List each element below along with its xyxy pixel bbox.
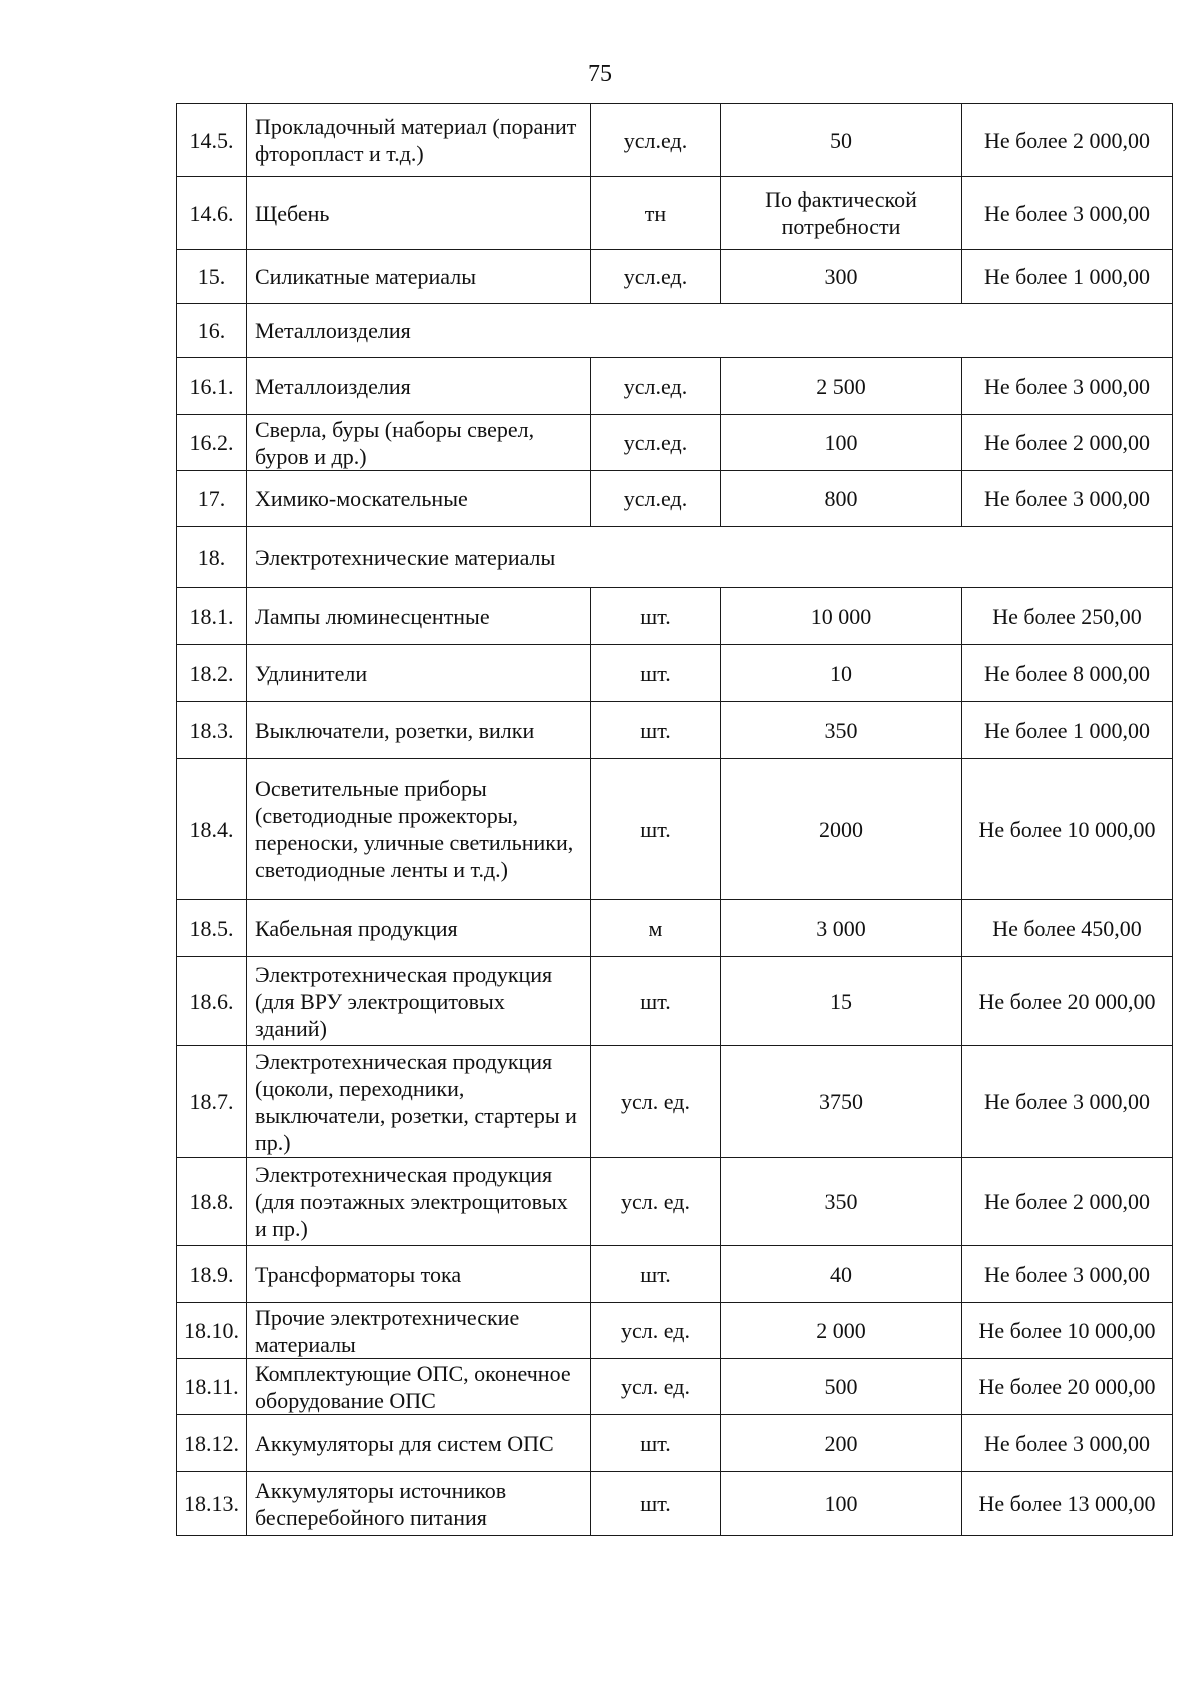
row-number: 16.1. (177, 358, 247, 415)
row-number: 18.9. (177, 1246, 247, 1303)
row-number: 14.6. (177, 177, 247, 250)
table-row (177, 1472, 1173, 1536)
unit-cell: усл.ед. (591, 250, 721, 304)
quantity-cell: 200 (721, 1415, 962, 1472)
unit-cell: шт. (591, 759, 721, 900)
item-name: Кабельная продукция (247, 900, 591, 957)
section-row (177, 527, 1173, 588)
unit-cell: усл.ед. (591, 358, 721, 415)
quantity-cell: 300 (721, 250, 962, 304)
row-number: 18.10. (177, 1303, 247, 1359)
price-cell: Не более 3 000,00 (962, 358, 1173, 415)
quantity-cell: По фактической потребности (721, 177, 962, 250)
row-number: 18.12. (177, 1415, 247, 1472)
unit-cell: усл. ед. (591, 1359, 721, 1415)
price-cell: Не более 250,00 (962, 588, 1173, 645)
price-cell: Не более 2 000,00 (962, 1158, 1173, 1246)
price-cell: Не более 450,00 (962, 900, 1173, 957)
table-row (177, 1046, 1173, 1158)
unit-cell: м (591, 900, 721, 957)
row-number: 18. (177, 527, 247, 588)
item-name: Лампы люминесцентные (247, 588, 591, 645)
item-name: Прочие электротехнические материалы (247, 1303, 591, 1359)
table-row (177, 588, 1173, 645)
item-name: Электротехническая продукция (для поэтажных электрощитовых и пр.) (247, 1158, 591, 1246)
row-number: 18.13. (177, 1472, 247, 1536)
row-number: 18.1. (177, 588, 247, 645)
table-row (177, 177, 1173, 250)
quantity-cell: 3750 (721, 1046, 962, 1158)
row-number: 18.4. (177, 759, 247, 900)
item-name: Химико-москательные (247, 471, 591, 527)
table-row (177, 471, 1173, 527)
price-cell: Не более 3 000,00 (962, 177, 1173, 250)
table-row (177, 702, 1173, 759)
row-number: 18.6. (177, 957, 247, 1046)
price-cell: Не более 2 000,00 (962, 104, 1173, 177)
item-name: Аккумуляторы для систем ОПС (247, 1415, 591, 1472)
table-row (177, 645, 1173, 702)
section-row (177, 304, 1173, 358)
unit-cell: шт. (591, 957, 721, 1046)
unit-cell: шт. (591, 702, 721, 759)
price-cell: Не более 1 000,00 (962, 250, 1173, 304)
item-name: Металлоизделия (247, 358, 591, 415)
materials-table (176, 103, 1173, 1536)
quantity-cell: 3 000 (721, 900, 962, 957)
item-name: Осветительные приборы (светодиодные прожекторы, переноски, уличные светильники, светодиодные ленты и т.д.) (247, 759, 591, 900)
quantity-cell: 2000 (721, 759, 962, 900)
price-cell: Не более 20 000,00 (962, 957, 1173, 1046)
unit-cell: тн (591, 177, 721, 250)
unit-cell: шт. (591, 1415, 721, 1472)
item-name: Сверла, буры (наборы сверел, буров и др.) (247, 415, 591, 471)
row-number: 18.7. (177, 1046, 247, 1158)
item-name: Силикатные материалы (247, 250, 591, 304)
item-name: Трансформаторы тока (247, 1246, 591, 1303)
unit-cell: шт. (591, 588, 721, 645)
unit-cell: шт. (591, 1246, 721, 1303)
quantity-cell: 2 500 (721, 358, 962, 415)
quantity-cell: 350 (721, 702, 962, 759)
row-number: 18.2. (177, 645, 247, 702)
unit-cell: усл.ед. (591, 471, 721, 527)
item-name: Выключатели, розетки, вилки (247, 702, 591, 759)
unit-cell: шт. (591, 1472, 721, 1536)
section-title: Металлоизделия (247, 304, 1173, 358)
item-name: Щебень (247, 177, 591, 250)
quantity-cell: 40 (721, 1246, 962, 1303)
item-name: Электротехническая продукция (для ВРУ электрощитовых зданий) (247, 957, 591, 1046)
unit-cell: усл. ед. (591, 1158, 721, 1246)
quantity-cell: 500 (721, 1359, 962, 1415)
table-row (177, 1246, 1173, 1303)
unit-cell: усл.ед. (591, 104, 721, 177)
unit-cell: усл.ед. (591, 415, 721, 471)
row-number: 18.3. (177, 702, 247, 759)
item-name: Электротехническая продукция (цоколи, переходники, выключатели, розетки, стартеры и пр.) (247, 1046, 591, 1158)
quantity-cell: 15 (721, 957, 962, 1046)
row-number: 17. (177, 471, 247, 527)
price-cell: Не более 3 000,00 (962, 1246, 1173, 1303)
quantity-cell: 350 (721, 1158, 962, 1246)
price-cell: Не более 3 000,00 (962, 471, 1173, 527)
row-number: 18.5. (177, 900, 247, 957)
table-row (177, 759, 1173, 900)
table-row (177, 358, 1173, 415)
row-number: 18.8. (177, 1158, 247, 1246)
price-cell: Не более 8 000,00 (962, 645, 1173, 702)
unit-cell: усл. ед. (591, 1303, 721, 1359)
table-row (177, 1303, 1173, 1359)
unit-cell: шт. (591, 645, 721, 702)
section-title: Электротехнические материалы (247, 527, 1173, 588)
price-cell: Не более 10 000,00 (962, 759, 1173, 900)
item-name: Удлинители (247, 645, 591, 702)
price-cell: Не более 13 000,00 (962, 1472, 1173, 1536)
table-row (177, 1415, 1173, 1472)
price-cell: Не более 20 000,00 (962, 1359, 1173, 1415)
quantity-cell: 2 000 (721, 1303, 962, 1359)
price-cell: Не более 2 000,00 (962, 415, 1173, 471)
table-row (177, 957, 1173, 1046)
price-cell: Не более 3 000,00 (962, 1415, 1173, 1472)
table-row (177, 250, 1173, 304)
quantity-cell: 100 (721, 415, 962, 471)
table-row (177, 415, 1173, 471)
price-cell: Не более 10 000,00 (962, 1303, 1173, 1359)
table-row (177, 104, 1173, 177)
quantity-cell: 100 (721, 1472, 962, 1536)
row-number: 16. (177, 304, 247, 358)
page-number: 75 (588, 61, 612, 87)
item-name: Аккумуляторы источников бесперебойного питания (247, 1472, 591, 1536)
price-cell: Не более 1 000,00 (962, 702, 1173, 759)
table-row (177, 1158, 1173, 1246)
row-number: 15. (177, 250, 247, 304)
quantity-cell: 10 (721, 645, 962, 702)
price-cell: Не более 3 000,00 (962, 1046, 1173, 1158)
item-name: Комплектующие ОПС, оконечное оборудование ОПС (247, 1359, 591, 1415)
row-number: 18.11. (177, 1359, 247, 1415)
item-name: Прокладочный материал (поранит фторопласт и т.д.) (247, 104, 591, 177)
quantity-cell: 800 (721, 471, 962, 527)
row-number: 16.2. (177, 415, 247, 471)
table-row (177, 900, 1173, 957)
quantity-cell: 50 (721, 104, 962, 177)
unit-cell: усл. ед. (591, 1046, 721, 1158)
table-row (177, 1359, 1173, 1415)
quantity-cell: 10 000 (721, 588, 962, 645)
row-number: 14.5. (177, 104, 247, 177)
